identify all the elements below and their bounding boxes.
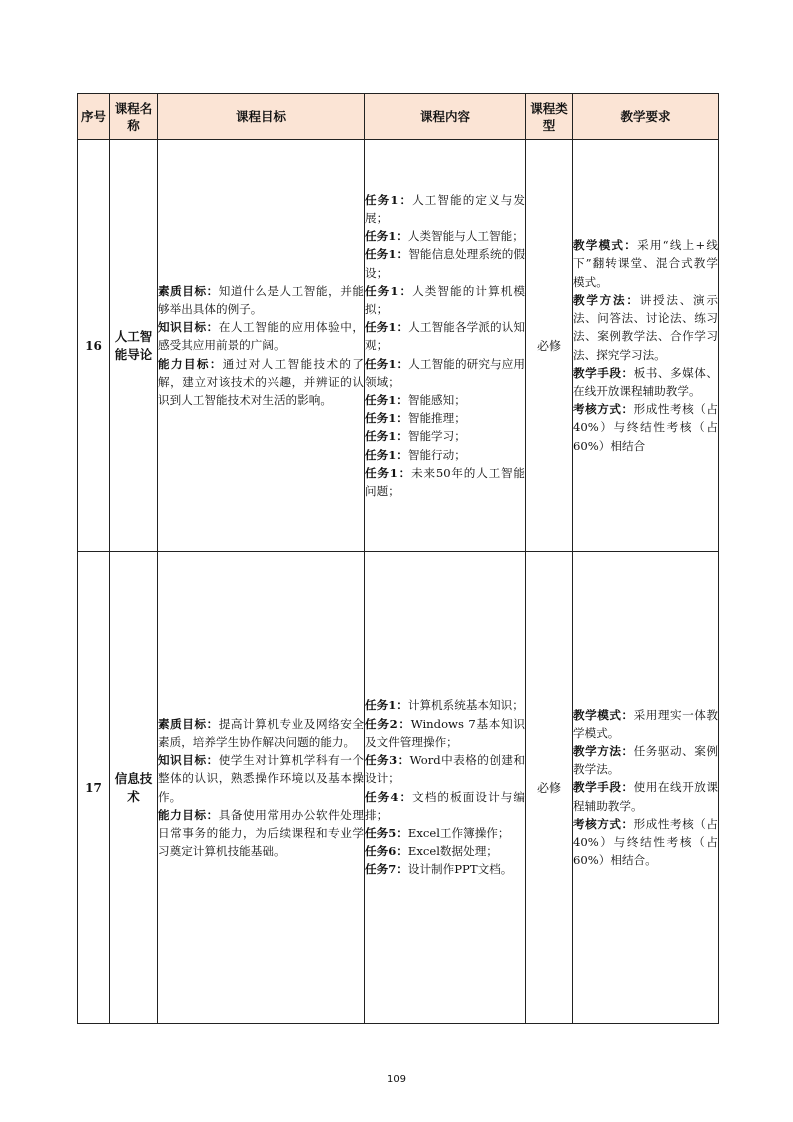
content-item-text: 智能感知； [407,393,466,407]
req-item-label: 教学模式： [573,238,638,253]
req-item-text: 使用在线开放课程辅助教学。 [573,780,718,813]
header-row [78,94,719,140]
content-item [365,464,525,500]
header-goals: 课程目标 [158,94,365,140]
course-name: 人工智能导论 [110,140,158,552]
content-item-text: 人类智能的计算机模拟； [365,283,525,316]
content-item [365,427,525,445]
content-item [365,355,525,391]
goals-item-text: 提高计算机专业及网络安全素质，培养学生协作解决问题的能力。 [158,716,364,749]
content-item-label: 任务1： [365,192,413,207]
content-item-label: 任务3： [365,753,410,768]
content-item-label: 任务1： [365,447,408,462]
req-item-label: 教学手段： [573,780,634,795]
goals-item-text: 具备使用常用办公软件处理日常事务的能力，为后续课程和专业学习奠定计算机技能基础。 [158,807,364,859]
header-num: 序号 [78,94,110,140]
req-item-text: 任务驱动、案例教学法。 [573,743,718,777]
course-goals [158,552,365,1024]
req-item [573,364,718,400]
content-item [365,446,525,464]
content-item-label: 任务7： [365,862,408,877]
content-item-label: 任务2： [365,716,411,731]
content-item-label: 任务1： [365,393,408,407]
content-item [365,696,525,714]
req-item-label: 教学手段： [573,365,634,380]
goals-item-label: 素质目标： [158,283,219,298]
content-item-text: Excel数据处理； [407,844,498,859]
goals-item-label: 能力目标： [158,807,219,822]
goals-item-label: 知识目标： [158,320,219,335]
req-item [573,236,718,291]
req-item [573,742,718,778]
course-content [365,552,526,1024]
req-item-text: 采用“线上+线下”翻转课堂、混合式教学模式。 [573,238,718,289]
goals-item-label: 知识目标： [158,753,219,768]
content-item-label: 任务1： [365,698,408,713]
page-number: 109 [386,1074,407,1085]
goals-item-text: 使学生对计算机学科有一个整体的认识，熟悉操作环境以及基本操作。 [158,753,364,804]
req-item-text: 形成性考核（占40%）与终结性考核（占60%）相结合。 [573,816,718,868]
content-item-text: Word中表格的创建和设计； [365,753,525,786]
content-item [365,391,525,409]
content-item-text: 设计制作PPT文档。 [407,862,513,877]
content-item-label: 任务1： [365,229,408,244]
content-item-label: 任务1： [365,320,409,335]
req-item [573,706,718,742]
teaching-requirements [573,140,719,552]
content-item [365,282,525,318]
content-item-text: 智能学习； [407,429,466,444]
content-item [365,842,525,860]
goals-item [158,355,364,410]
content-item-text: 人工智能各学派的认知观； [365,320,525,353]
req-item [573,778,718,814]
course-number: 16 [78,140,110,552]
req-item-label: 考核方式： [573,816,634,831]
course-content [365,140,526,552]
goals-item [158,715,364,751]
req-item [573,815,718,870]
content-item-label: 任务4： [365,789,413,804]
content-item-label: 任务1： [365,429,408,444]
content-item-text: 未来50年的人工智能问题； [365,465,525,499]
content-item-text: 智能行动； [407,447,466,462]
req-item-text: 形成性考核（占40%）与终结性考核（占60%）相结合 [573,402,718,453]
req-item-text: 采用理实一体教学模式。 [573,707,718,740]
req-item [573,291,718,364]
goals-item-label: 素质目标： [158,716,219,731]
content-item-text: 智能推理； [407,411,466,426]
course-goals [158,140,365,552]
header-name: 课程名称 [110,94,158,140]
content-item-text: 计算机系统基本知识； [407,698,524,713]
goals-item [158,751,364,806]
req-item-text: 讲授法、演示法、问答法、讨论法、练习法、案例教学法、合作学习法、探究学习法。 [573,292,718,362]
content-item-text: 智能信息处理系统的假设； [365,247,525,280]
goals-item-label: 能力目标： [158,356,223,371]
goals-item-text: 在人工智能的应用体验中，感受其应用前景的广阔。 [158,320,364,353]
req-item-label: 教学方法： [573,743,634,758]
content-item [365,751,525,787]
header-type: 课程类型 [526,94,573,140]
goals-item-text: 知道什么是人工智能，并能够举出具体的例子。 [158,283,364,316]
content-item [365,788,525,824]
content-item-text: Windows 7基本知识及文件管理操作； [365,716,525,749]
content-item [365,191,525,227]
req-item-label: 教学模式： [573,707,634,722]
table-row [78,552,719,1024]
content-item-label: 任务5： [365,825,408,840]
content-item-label: 任务1： [365,247,409,262]
content-item [365,824,525,842]
teaching-requirements [573,552,719,1024]
req-item-label: 考核方式： [573,402,634,417]
content-item [365,409,525,427]
content-item-label: 任务1： [365,283,413,298]
content-item-text: 人工智能的研究与应用领域； [365,356,525,389]
content-item [365,245,525,281]
course-type: 必修 [526,552,573,1024]
course-table [77,93,719,1024]
header-content: 课程内容 [365,94,526,140]
req-item-label: 教学方法： [573,292,640,307]
goals-item-text: 通过对人工智能技术的了解，建立对该技术的兴趣，并辨证的认识到人工智能技术对生活的影响。 [158,356,364,407]
goals-item [158,318,364,354]
header-req: 教学要求 [573,94,719,140]
content-item-text: 文档的板面设计与编排； [365,789,525,822]
content-item [365,227,525,245]
content-item [365,860,525,878]
content-item-label: 任务1： [365,356,409,371]
course-number: 17 [78,552,110,1024]
content-item-label: 任务1： [365,411,408,426]
goals-item [158,282,364,318]
content-item-label: 任务1： [365,465,412,480]
table-row [78,140,719,552]
course-type: 必修 [526,140,573,552]
req-item [573,400,718,455]
content-item-text: 人工智能的定义与发展； [365,192,525,225]
course-name: 信息技术 [110,552,158,1024]
content-item [365,715,525,751]
content-item-text: 人类智能与人工智能； [407,229,524,244]
content-item [365,318,525,354]
goals-item [158,806,364,861]
content-item-text: Excel工作簿操作； [407,825,510,840]
content-item-label: 任务6： [365,844,408,859]
req-item-text: 板书、多媒体、在线开放课程辅助教学。 [573,365,718,398]
